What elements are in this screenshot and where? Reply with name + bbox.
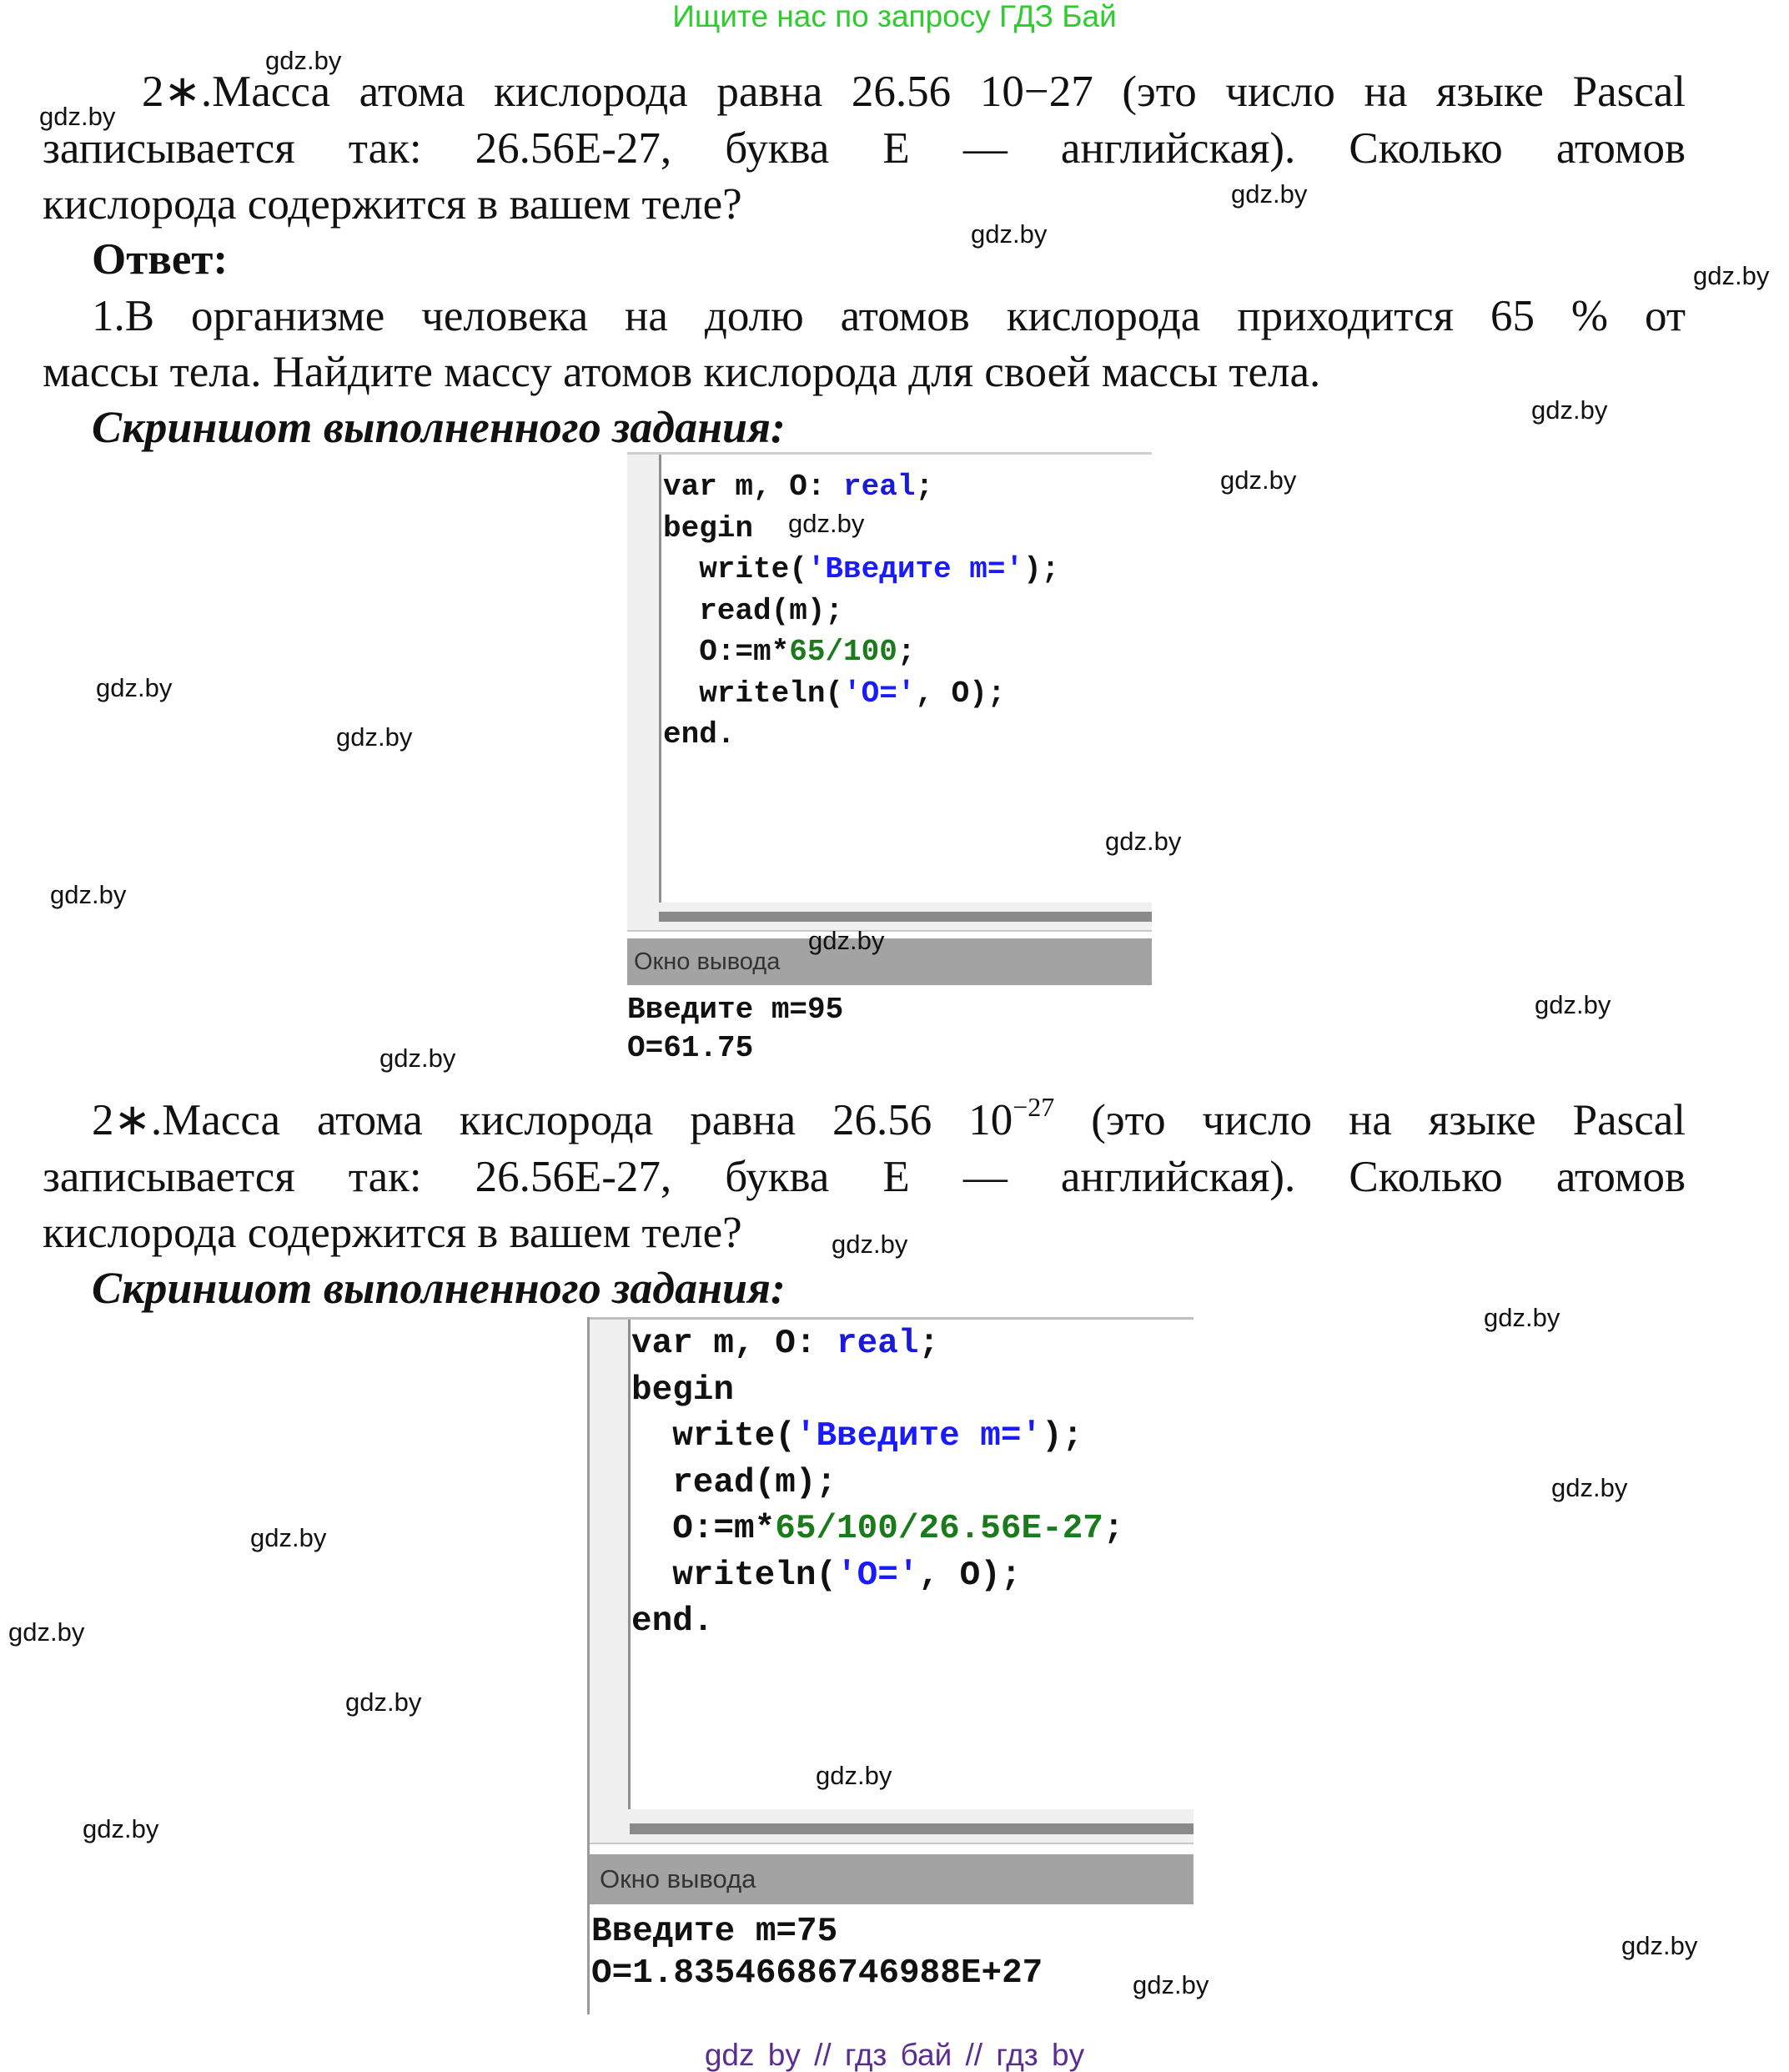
watermark: gdz.by: [816, 1761, 892, 1790]
output-line: O=1.83546686746988E+27: [591, 1954, 1043, 1993]
watermark: gdz.by: [345, 1687, 422, 1717]
code-token-plain: );: [1042, 1417, 1083, 1456]
code-line: [663, 466, 1059, 508]
code-line: [631, 1461, 1124, 1507]
code-line: [631, 1599, 1124, 1646]
task2-intro-line-1: 2∗.Масса атома кислорода равна 26.56 10−27 (это число на языке Pascal: [142, 68, 1686, 116]
editor-gutter: [627, 455, 661, 905]
watermark: gdz.by: [832, 1230, 908, 1259]
code-token-plain: write(: [631, 1417, 796, 1456]
exponent: −27: [1013, 1092, 1055, 1122]
code-token-plain: ;: [1103, 1510, 1124, 1548]
code-token-plain: ;: [897, 635, 916, 669]
horizontal-scrollbar[interactable]: [659, 912, 1152, 922]
editor-gutter: [590, 1320, 631, 1812]
task1-line-2: массы тела. Найдите массу атомов кислорода для своей массы тела.: [43, 348, 1321, 396]
output-area: [591, 1911, 1194, 1994]
code-token-plain: );: [1023, 552, 1060, 586]
watermark: gdz.by: [336, 722, 413, 752]
code-token-plain: write(: [663, 552, 807, 586]
code-line: [631, 1506, 1124, 1553]
code-token-type: real: [837, 1325, 919, 1363]
output-line: Введите m=95: [627, 993, 844, 1027]
screenshot-heading-2: Скриншот выполненного задания:: [92, 1263, 786, 1313]
code-token-str: 'O=': [837, 1556, 919, 1595]
watermark: gdz.by: [250, 1523, 327, 1552]
code-line: [631, 1414, 1124, 1461]
code-line: [663, 673, 1059, 715]
watermark: gdz.by: [1105, 827, 1182, 856]
screenshot-heading-1: Скриншот выполненного задания:: [92, 402, 786, 452]
code-line: [631, 1368, 1124, 1415]
watermark: gdz.by: [971, 219, 1048, 249]
horizontal-scroll-track[interactable]: [590, 1809, 1194, 1844]
code-editor: [590, 1317, 1194, 1812]
code-line: [631, 1321, 1124, 1368]
code-token-kw: end.: [663, 717, 736, 752]
watermark: gdz.by: [265, 46, 342, 75]
code-line: [663, 549, 1059, 591]
watermark: gdz.by: [1693, 261, 1770, 290]
watermark: gdz.by: [50, 880, 127, 909]
code-token-num: 65/100: [789, 635, 897, 669]
code-token-kw: end.: [631, 1602, 714, 1641]
code-token-kw: begin: [663, 510, 754, 546]
code-token-plain: writeln(: [631, 1556, 837, 1595]
task2-intro-line-2: записывается так: 26.56E-27, буква Е — английская). Сколько атомов: [43, 124, 1686, 173]
watermark: gdz.by: [1133, 1970, 1209, 1999]
output-window-title: Окно вывода: [600, 1864, 756, 1893]
code-line: [663, 631, 1059, 673]
code-line: [663, 714, 1059, 756]
watermark: gdz.by: [1551, 1473, 1628, 1502]
task1-line-1: 1.В организме человека на долю атомов кислорода приходится 65 % от: [92, 292, 1686, 340]
code-token-plain: , O);: [918, 1556, 1022, 1595]
task2-line-1-rest: (это число на языке Pascal: [1054, 1096, 1686, 1144]
watermark: gdz.by: [1231, 179, 1308, 209]
watermark: gdz.by: [379, 1044, 456, 1073]
code-token-plain: read(m);: [663, 593, 844, 628]
watermark: gdz.by: [83, 1814, 159, 1843]
watermark: gdz.by: [808, 926, 885, 955]
code-line: [631, 1553, 1124, 1600]
task2-intro-line-3: кислорода содержится в вашем теле?: [43, 180, 742, 229]
code-token-kw: begin: [631, 1370, 735, 1410]
task2-line-2: записывается так: 26.56E-27, буква Е — английская). Сколько атомов: [43, 1153, 1686, 1201]
task2-line-1: [92, 1092, 1686, 1145]
code-editor: [627, 452, 1152, 905]
code-token-type: real: [843, 470, 916, 504]
watermark: gdz.by: [8, 1617, 85, 1647]
code-token-num: 65/100/26.56E-27: [775, 1510, 1103, 1548]
code-token-kw: var m, O:: [663, 470, 844, 504]
answer-label: Ответ:: [92, 235, 229, 284]
watermark: gdz.by: [96, 673, 173, 702]
output-window-title: Окно вывода: [634, 948, 781, 975]
task2-line-1-text: 2∗.Масса атома кислорода равна 26.56 10: [92, 1096, 1013, 1144]
code-line: [663, 591, 1059, 632]
watermark: gdz.by: [1531, 395, 1608, 425]
output-window-header: [590, 1854, 1194, 1904]
watermark: gdz.by: [1621, 1931, 1698, 1960]
code-token-plain: writeln(: [663, 676, 844, 711]
code-token-plain: read(m);: [631, 1463, 837, 1502]
code-token-str: 'O=': [843, 676, 916, 711]
watermark: gdz.by: [39, 102, 116, 131]
output-area: [627, 991, 1152, 1068]
watermark: gdz.by: [1484, 1303, 1560, 1332]
output-line: O=61.75: [627, 1031, 754, 1065]
code-token-plain: O:=m*: [631, 1510, 776, 1548]
code-token-plain: , O);: [915, 676, 1006, 711]
watermark: gdz.by: [1535, 990, 1611, 1019]
output-line: Введите m=75: [591, 1913, 838, 1951]
pascal-screenshot-1: [627, 452, 1152, 1069]
code-token-plain: O:=m*: [663, 635, 790, 669]
watermark: gdz.by: [788, 509, 865, 538]
pascal-screenshot-2: [587, 1317, 1194, 2014]
horizontal-scrollbar[interactable]: [630, 1823, 1194, 1834]
output-window-header: [627, 938, 1152, 985]
watermark: gdz.by: [1220, 465, 1297, 495]
horizontal-scroll-track[interactable]: [627, 903, 1152, 932]
code-token-str: 'Введите m=': [807, 552, 1024, 586]
code-token-plain: ;: [918, 1325, 940, 1363]
code-area[interactable]: [631, 1321, 1124, 1646]
footer-links[interactable]: gdz by // гдз бай // гдз by: [704, 2038, 1085, 2072]
search-banner[interactable]: Ищите нас по запросу ГДЗ Бай: [672, 0, 1117, 33]
code-token-plain: ;: [915, 470, 934, 504]
code-token-kw: var m, O:: [631, 1325, 837, 1363]
task2-line-3: кислорода содержится в вашем теле?: [43, 1209, 742, 1257]
code-token-str: 'Введите m=': [795, 1417, 1043, 1456]
